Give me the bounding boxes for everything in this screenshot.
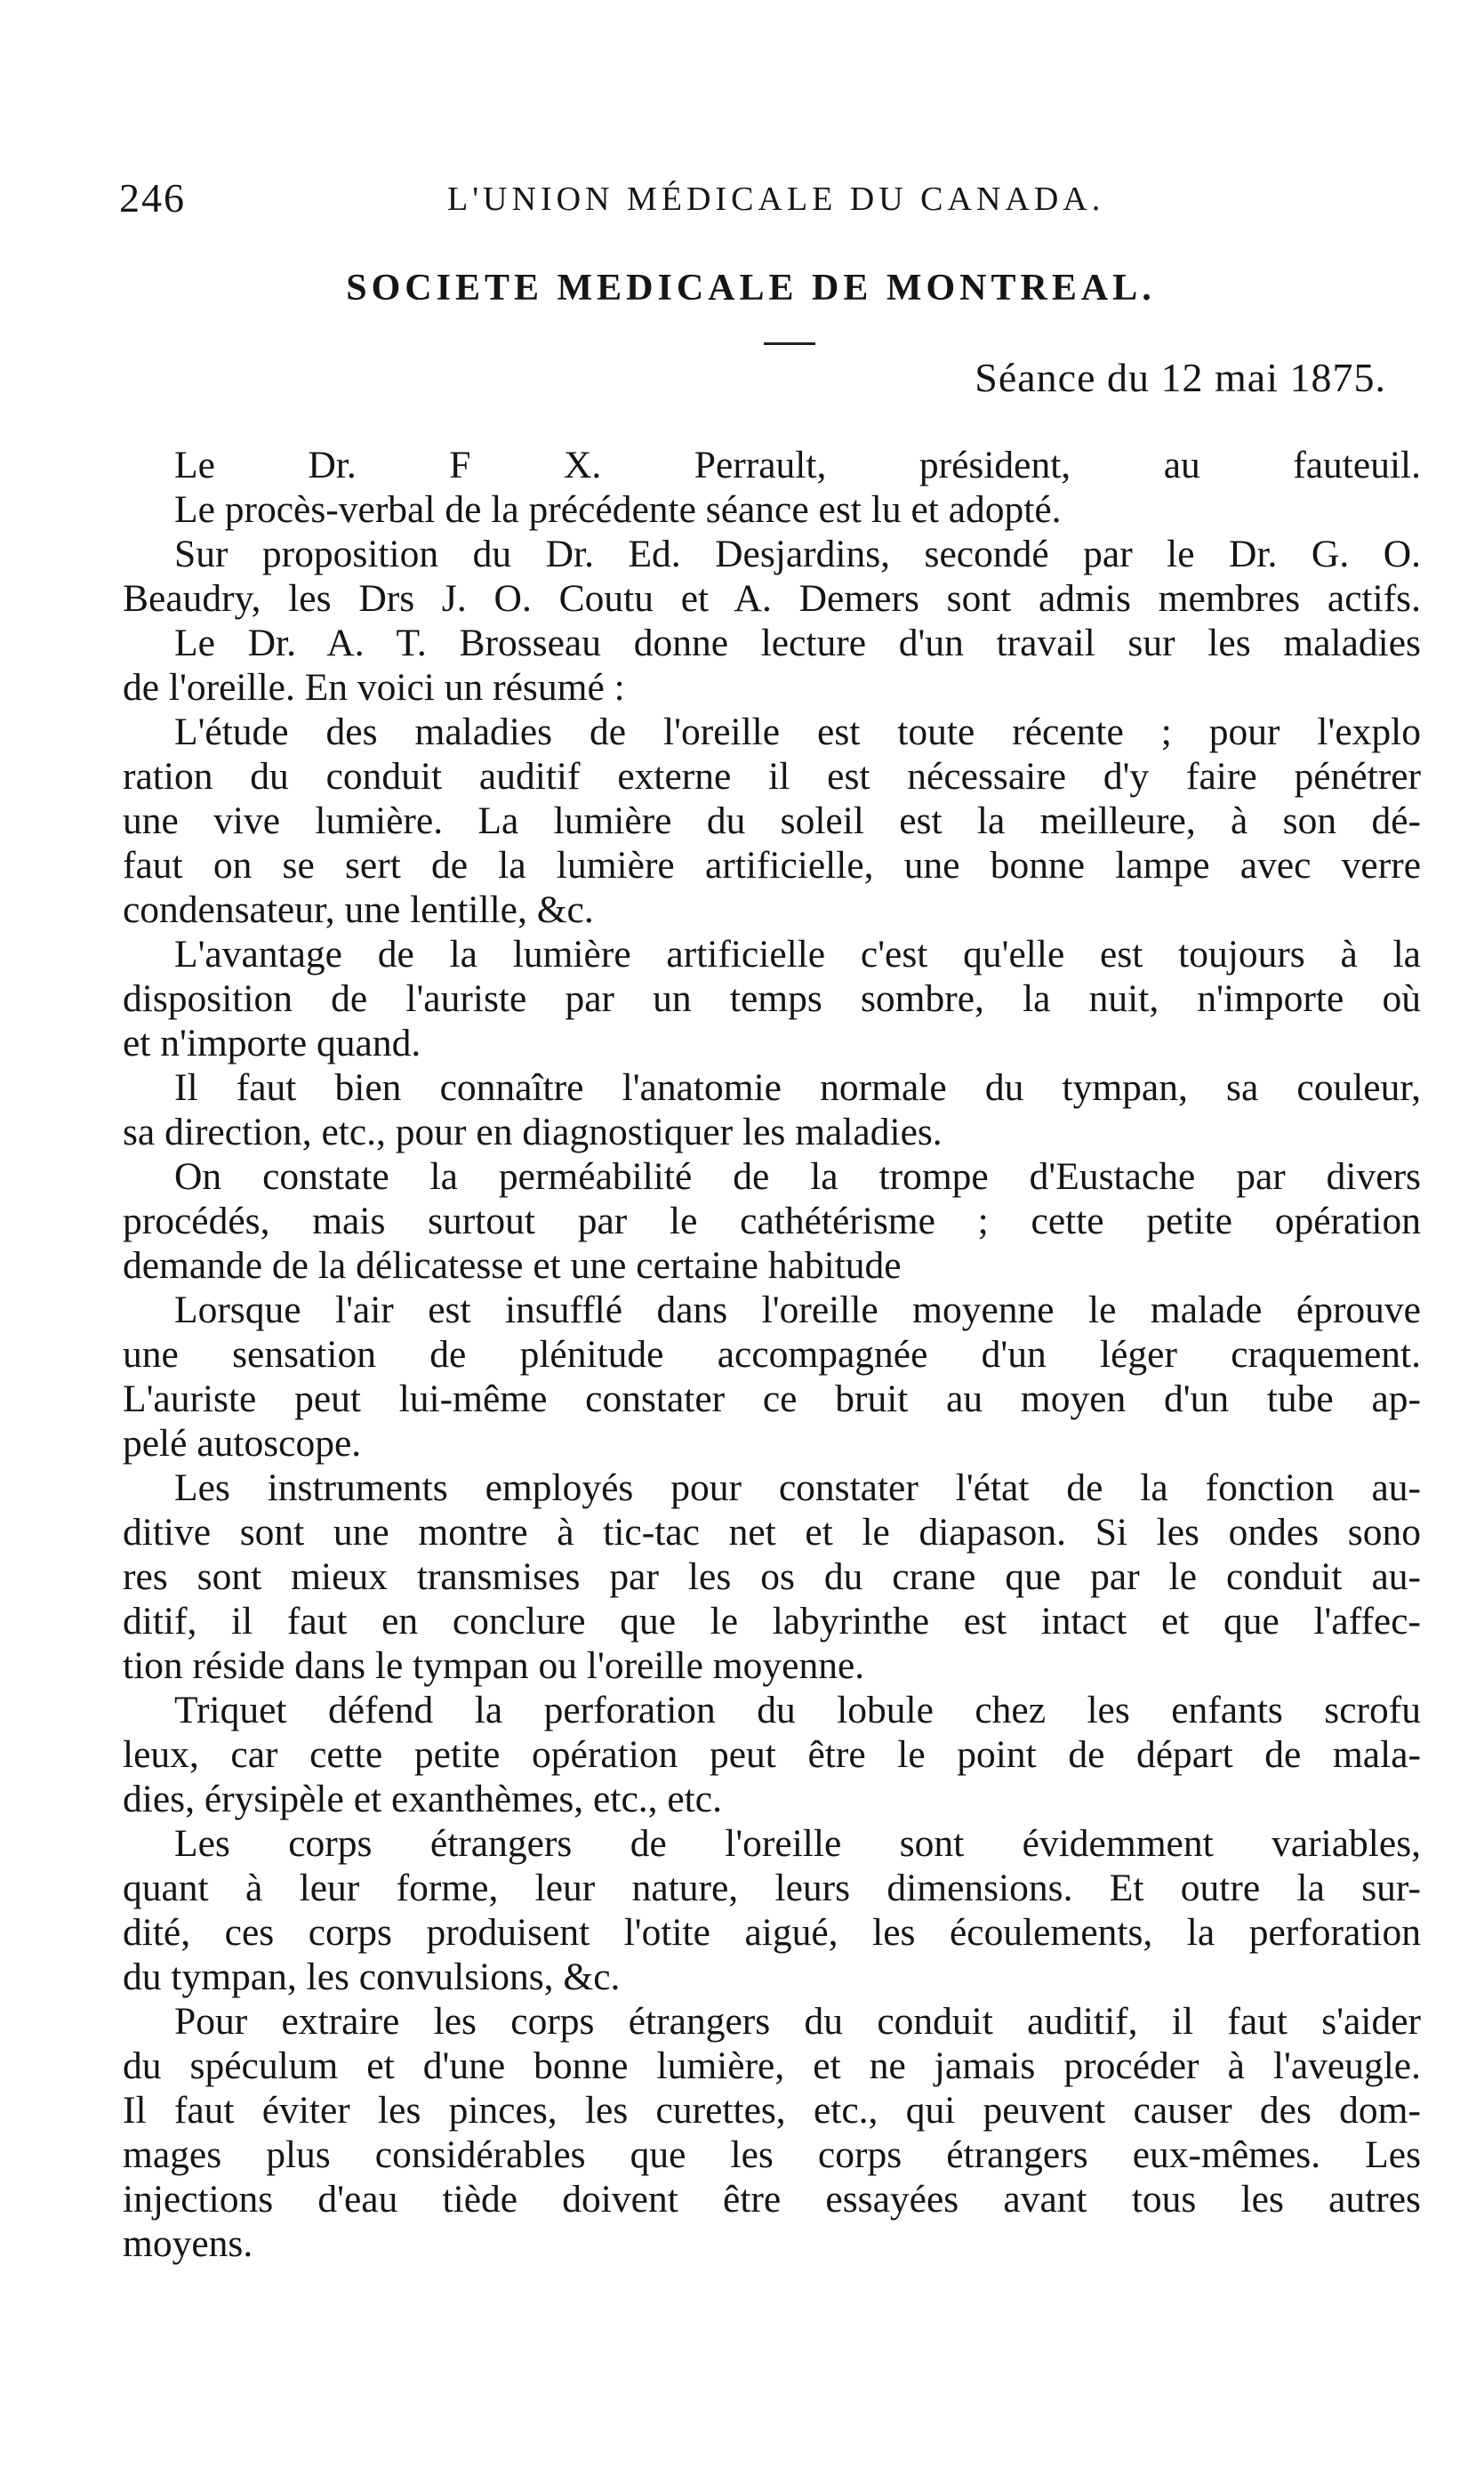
text-line: mages plus considérables que les corps étrangers eux-mêmes. Les <box>123 2133 1421 2176</box>
text-line: Sur proposition du Dr. Ed. Desjardins, secondé par le Dr. G. O. <box>174 533 1421 575</box>
text-line: leux, car cette petite opération peut être le point de départ de mala- <box>123 1733 1421 1776</box>
text-line: condensateur, une lentille, &c. <box>123 888 594 931</box>
running-title: L'UNION MÉDICALE DU CANADA. <box>447 181 1105 218</box>
text-line: demande de la délicatesse et une certaine habitude <box>123 1244 902 1287</box>
text-line: et n'importe quand. <box>123 1022 421 1064</box>
section-title: SOCIETE MEDICALE DE MONTREAL. <box>346 268 1156 309</box>
text-line: res sont mieux transmises par les os du crane que par le conduit au- <box>123 1555 1421 1598</box>
text-line: Les corps étrangers de l'oreille sont évidemment variables, <box>174 1822 1421 1865</box>
text-line: faut on se sert de la lumière artificielle, une bonne lampe avec verre <box>123 844 1421 887</box>
text-line: tion réside dans le tympan ou l'oreille moyenne. <box>123 1644 865 1687</box>
text-line: une sensation de plénitude accompagnée d'un léger craquement. <box>123 1333 1421 1376</box>
text-line: Triquet défend la perforation du lobule chez les enfants scrofu <box>174 1689 1421 1731</box>
text-line: une vive lumière. La lumière du soleil est la meilleure, à son dé- <box>123 799 1421 842</box>
text-line: Lorsque l'air est insufflé dans l'oreille moyenne le malade éprouve <box>174 1289 1421 1331</box>
text-line: disposition de l'auriste par un temps sombre, la nuit, n'importe où <box>123 977 1421 1020</box>
text-line: dies, érysipèle et exanthèmes, etc., etc. <box>123 1778 722 1820</box>
text-line: de l'oreille. En voici un résumé : <box>123 666 625 709</box>
text-line: L'étude des maladies de l'oreille est toute récente ; pour l'explo <box>174 711 1421 753</box>
body-text <box>123 443 1421 2266</box>
text-line: du tympan, les convulsions, &c. <box>123 1956 621 1998</box>
text-line: sa direction, etc., pour en diagnostiquer les maladies. <box>123 1111 943 1153</box>
text-line: du spéculum et d'une bonne lumière, et ne jamais procéder à l'aveugle. <box>123 2044 1421 2087</box>
text-line: Le Dr. F X. Perrault, président, au fauteuil. <box>174 444 1421 486</box>
page-header <box>119 174 1373 228</box>
text-line: Pour extraire les corps étrangers du conduit auditif, il faut s'aider <box>174 2000 1421 2043</box>
text-line: dité, ces corps produisent l'otite aigué, les écoulements, la perforation <box>123 1911 1421 1954</box>
text-line: pelé autoscope. <box>123 1422 362 1465</box>
text-line: On constate la perméabilité de la trompe d'Eustache par divers <box>174 1155 1421 1198</box>
text-line: ditive sont une montre à tic-tac net et le diapason. Si les ondes sono <box>123 1511 1421 1554</box>
title-rule <box>764 342 815 345</box>
text-line: L'avantage de la lumière artificielle c'est qu'elle est toujours à la <box>174 933 1421 976</box>
text-line: injections d'eau tiède doivent être essayées avant tous les autres <box>123 2178 1421 2221</box>
text-line: Les instruments employés pour constater l'état de la fonction au- <box>174 1466 1421 1509</box>
text-line: Il faut éviter les pinces, les curettes, etc., qui peuvent causer des dom- <box>123 2089 1421 2132</box>
text-line: moyens. <box>123 2222 253 2265</box>
text-line: ditif, il faut en conclure que le labyrinthe est intact et que l'affec- <box>123 1600 1421 1643</box>
session-date: Séance du 12 mai 1875. <box>975 355 1386 400</box>
text-line: Le procès-verbal de la précédente séance est lu et adopté. <box>174 488 1062 531</box>
text-line: procédés, mais surtout par le cathétérisme ; cette petite opération <box>123 1200 1421 1242</box>
page-number: 246 <box>119 175 186 221</box>
text-line: Le Dr. A. T. Brosseau donne lecture d'un travail sur les maladies <box>174 622 1421 664</box>
text-line: Beaudry, les Drs J. O. Coutu et A. Demers sont admis membres actifs. <box>123 577 1421 620</box>
text-line: Il faut bien connaître l'anatomie normale du tympan, sa couleur, <box>174 1066 1421 1109</box>
text-line: L'auriste peut lui-même constater ce bruit au moyen d'un tube ap- <box>123 1378 1421 1420</box>
text-line: ration du conduit auditif externe il est nécessaire d'y faire pénétrer <box>123 755 1421 798</box>
text-line: quant à leur forme, leur nature, leurs dimensions. Et outre la sur- <box>123 1867 1421 1909</box>
